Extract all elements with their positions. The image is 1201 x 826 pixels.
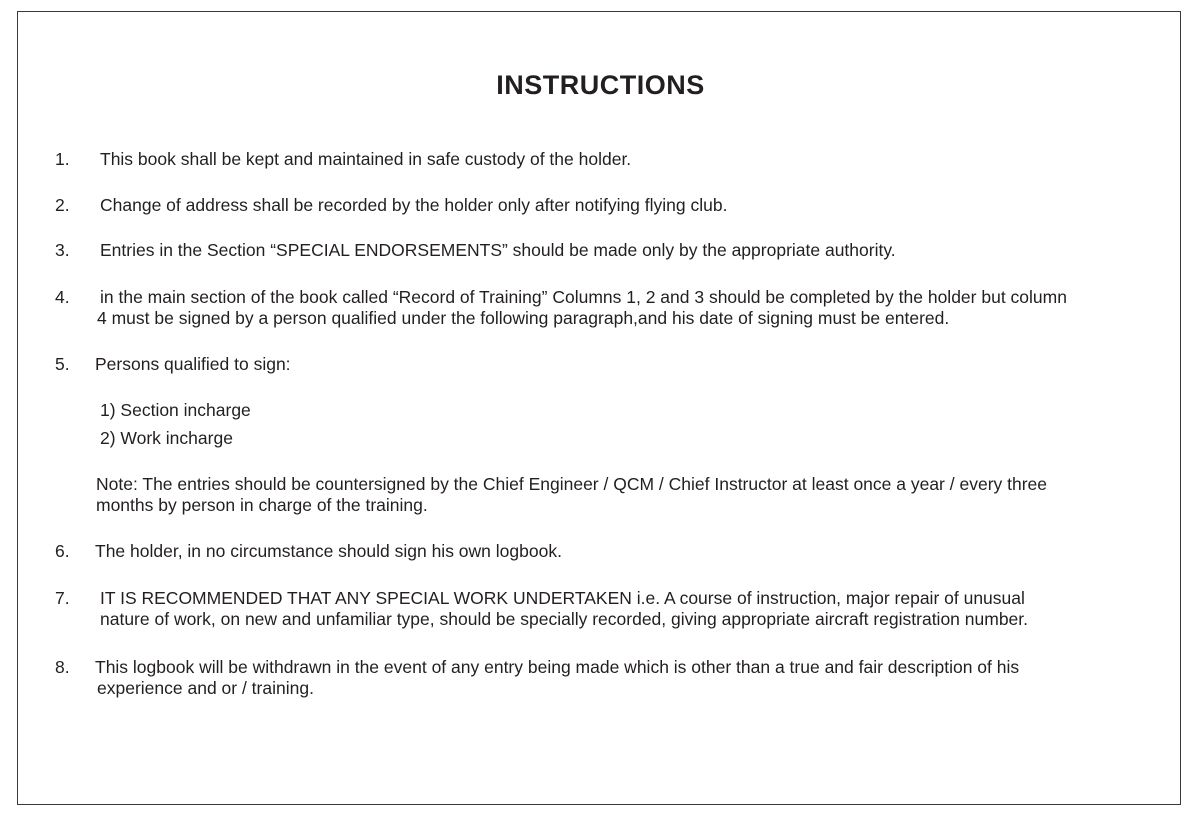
item-text-line: in the main section of the book called “Record of Training” Columns 1, 2 and 3 should be completed by the holder but column <box>100 287 1067 307</box>
item-number: 2. <box>55 195 70 215</box>
item-number: 3. <box>55 240 70 260</box>
item-text-line: experience and or / training. <box>97 678 314 698</box>
item-text-line: Entries in the Section “SPECIAL ENDORSEMENTS” should be made only by the appropriate authority. <box>100 240 896 260</box>
page-title: INSTRUCTIONS <box>496 70 705 100</box>
item-text-line: IT IS RECOMMENDED THAT ANY SPECIAL WORK UNDERTAKEN i.e. A course of instruction, major repair of unusual <box>100 588 1025 608</box>
item-number: 8. <box>55 657 70 677</box>
item-text-line: This logbook will be withdrawn in the event of any entry being made which is other than a true and fair description of his <box>95 657 1020 677</box>
note-text-line: Note: The entries should be countersigned by the Chief Engineer / QCM / Chief Instructor at least once a year / every three <box>96 474 1048 494</box>
item-text-line: This book shall be kept and maintained in safe custody of the holder. <box>100 149 632 169</box>
item-text-line: The holder, in no circumstance should sign his own logbook. <box>95 541 562 561</box>
note-text-line: months by person in charge of the training. <box>96 495 428 515</box>
sub-item: 1) Section incharge <box>100 400 251 420</box>
item-text-line: Change of address shall be recorded by the holder only after notifying flying club. <box>100 195 728 215</box>
item-number: 6. <box>55 541 70 561</box>
item-text-line: Persons qualified to sign: <box>95 354 291 374</box>
item-text-line: nature of work, on new and unfamiliar type, should be specially recorded, giving appropriate aircraft registration number. <box>100 609 1029 629</box>
item-number: 1. <box>55 149 70 169</box>
item-number: 5. <box>55 354 70 374</box>
item-text-line: 4 must be signed by a person qualified under the following paragraph,and his date of signing must be entered. <box>97 308 950 328</box>
sub-item: 2) Work incharge <box>100 428 233 448</box>
item-number: 4. <box>55 287 70 307</box>
item-number: 7. <box>55 588 70 608</box>
